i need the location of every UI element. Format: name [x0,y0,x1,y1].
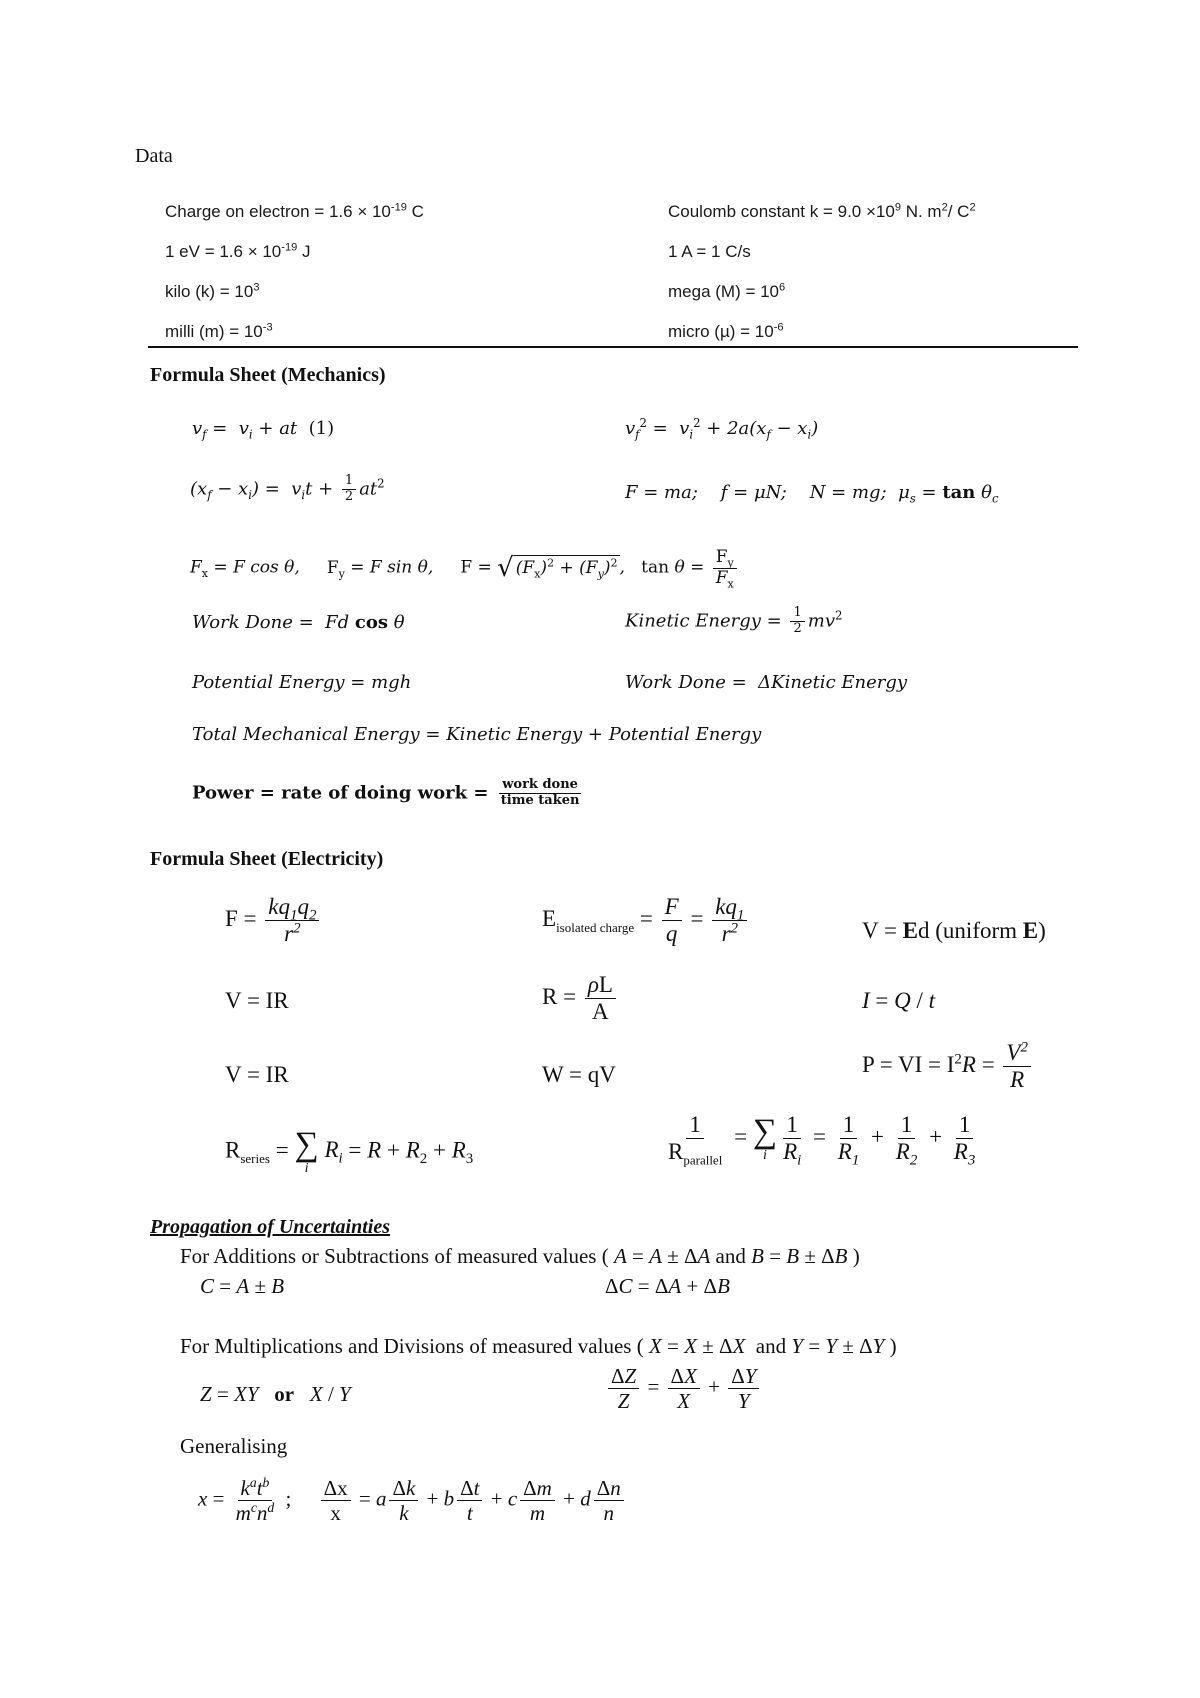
generalising-label: Generalising [180,1434,288,1458]
uncertainties-heading: Propagation of Uncertainties [150,1216,391,1238]
mega-prefix: mega $(M) = 10^6$ [668,281,786,301]
work-energy-theorem: Work Done = ΔKinetic Energy [625,672,908,693]
sum-uncertainty-equation: ΔC = ΔA + ΔB [605,1274,730,1298]
velocity-squared-equation: $v_f^2 = v_i^2 + 2a(x_f - x_i)$ [625,416,819,442]
power-equation: Power = rate of doing work = $\frac{\text{work done}}{\text{time taken}}$ [192,777,580,808]
force-components-equation: $F_x = F$ cos θ, $F_y = F$ sin θ, F = √ $(F_x)^2 + (F_y)^2$ , tan θ = $\frac{F_y}{F_x}$ [190,548,740,588]
product-equation: Z = XY or X / Y [200,1382,351,1406]
mul-div-description: For Multiplications and Divisions of measured values ( X = X ± ΔX and Y = Y ± ΔY ) [180,1334,897,1358]
potential-energy-equation: Potential Energy = mgh [192,672,412,693]
parallel-resistance-equation: $\frac{1}{R_{parallel}}$ = ∑ i $\frac{1}{R_i}$ = $\frac{1}{R_1}$ + $\frac{1}{R_2}$ + $\frac{1}{R_3}$ [668,1112,976,1170]
electric-field-equation: $E_{isolated charge}$ = $\frac{F}{q}$ = $\frac{kq_1}{r^2}$ [542,894,750,948]
series-resistance-equation: $R_{series}$ = ∑ i $R_i = R + R_2 + R_3$ [225,1126,474,1176]
electron-charge-constant: Charge on electron = $1.6 \times 10^{-19}$ C [165,201,424,221]
milli-prefix: milli $(m) = 10^{-3}$ [165,321,273,341]
coulomb-law-equation: F = $\frac{kq_1q_2}{r^2}$ [225,894,322,948]
kinetic-energy-equation: Kinetic Energy = $\frac{1}{2}$ $mv^2$ [625,605,843,636]
force-equations: F = ma; f = μN; N = mg; $\mu_s = \tan \theta_c$ [625,482,999,506]
ohms-law-equation-2: V = IR [225,1062,289,1087]
work-charge-equation: W = qV [542,1062,616,1087]
electricity-heading: Formula Sheet (Electricity) [150,848,384,870]
ampere-constant: 1 A = 1 C/s [668,242,751,261]
add-sub-description: For Additions or Subtractions of measured values ( A = A ± ΔA and B = B ± ΔB ) [180,1244,860,1268]
section-divider [148,346,1078,348]
current-equation: I = Q / t [862,988,936,1013]
mechanics-heading: Formula Sheet (Mechanics) [150,364,386,386]
displacement-equation: $(x_f - x_i) = v_it$ + $\frac{1}{2}$ $at^2$ [190,473,385,504]
power-electric-equation: P = VI = $I^2R$ = $\frac{V^2}{R}$ [862,1040,1034,1094]
uniform-field-equation: V = Ed (uniform E) [862,918,1046,943]
ohms-law-equation: V = IR [225,988,289,1013]
resistivity-equation: R = $\frac{\rho L}{A}$ [542,972,619,1026]
velocity-equation: $v_f = v_i$ + at (1) [192,418,335,442]
work-done-equation: Work Done = Fd cos θ [192,612,405,633]
coulomb-constant: Coulomb constant $k = 9.0 \times 10^9$ N. $m^2/$ $C^2$ [668,201,976,221]
data-heading: Data [135,145,173,167]
sum-equation: C = A ± B [200,1274,285,1298]
kilo-prefix: kilo $(k) = 10^3$ [165,281,260,301]
micro-prefix: micro $(\mu) = 10^{-6}$ [668,321,784,341]
general-uncertainty-equation: x = $\frac{k^at^b}{m^cn^d}$ ; $\frac{\Delta x}{x}$ = a $\frac{\Delta k}{k}$ + b $\frac{\Delta t}{t}$ + c $\frac{\Delta m}{m}$ + d $\frac{\Delta n}{n}$ [198,1476,627,1525]
electron-volt-constant: 1 eV = $1.6 \times 10^{-19}$ J [165,241,311,261]
total-mechanical-energy-equation: Total Mechanical Energy = Kinetic Energy + Potential Energy [192,724,762,745]
product-uncertainty-equation: $\frac{\Delta Z}{Z}$ = $\frac{\Delta X}{X}$ + $\frac{\Delta Y}{Y}$ [605,1364,762,1413]
